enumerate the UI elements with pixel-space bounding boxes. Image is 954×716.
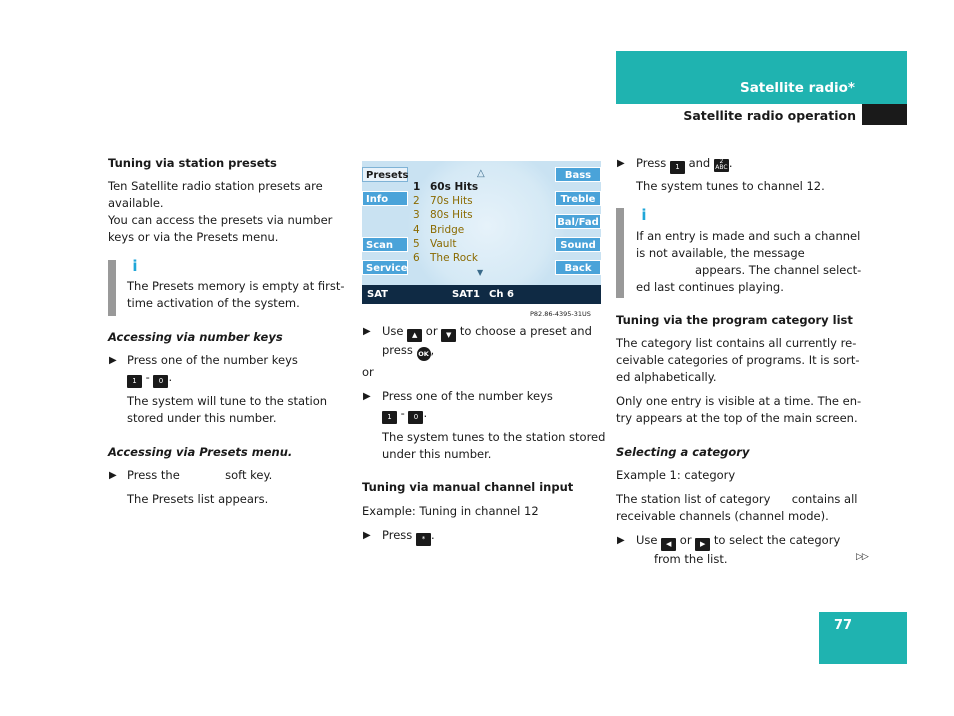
image-caption: P82.86-4395-31US	[530, 310, 591, 318]
text-line: Only one entry is visible at a time. The en-	[616, 394, 862, 408]
text-line: The category list contains all currently re-	[616, 336, 857, 350]
col3-sub: Selecting a category	[616, 445, 750, 459]
col3-para1	[616, 335, 860, 386]
up-key-icon: ▲	[407, 329, 422, 342]
key-0: 0	[153, 375, 168, 388]
status-band: SAT1	[452, 289, 480, 300]
display-status-bar	[362, 285, 601, 304]
bullet-icon: ▶	[109, 470, 117, 481]
softkey-service[interactable]: Service	[362, 260, 408, 275]
softkey-scan[interactable]: Scan	[362, 237, 408, 252]
softkey-info[interactable]: Info	[362, 191, 408, 206]
text-line	[616, 491, 857, 508]
softkey-back[interactable]: Back	[555, 260, 601, 275]
preset-name: The Rock	[430, 252, 478, 264]
right-key-icon: ▶	[695, 538, 710, 551]
key-1: 1	[382, 411, 397, 424]
softkey-bal-fad[interactable]: Bal/Fad	[555, 214, 601, 229]
col2-heading: Tuning via manual channel input	[362, 480, 574, 494]
text: The station list of category	[616, 492, 771, 506]
info-bar	[108, 260, 116, 316]
text-line: is not available, the message	[636, 246, 805, 260]
subsection-marker	[862, 104, 907, 125]
col2-example: Example: Tuning in channel 12	[362, 504, 539, 518]
preset-row[interactable]	[413, 194, 473, 208]
info-bar	[616, 208, 624, 298]
text-line: You can access the presets via number	[108, 213, 333, 227]
text-line	[636, 532, 840, 551]
col1-sub2: Accessing via Presets menu.	[108, 445, 293, 459]
text: to select the category	[713, 533, 841, 547]
text: soft key.	[225, 468, 273, 482]
preset-number: 1	[413, 181, 421, 193]
text-line: keys or via the Presets menu.	[108, 230, 279, 244]
bullet-icon: ▶	[109, 355, 117, 366]
key-digit: 2	[719, 158, 724, 165]
softkey-treble[interactable]: Treble	[555, 191, 601, 206]
preset-number: 3	[413, 209, 420, 221]
text-line	[382, 342, 592, 361]
col2-result	[382, 429, 605, 463]
text-line: time activation of the system.	[127, 296, 300, 310]
bullet-icon: ▶	[617, 535, 625, 546]
down-key-icon: ▼	[441, 329, 456, 342]
col3-heading: Tuning via the program category list	[616, 313, 853, 327]
key-2	[714, 159, 729, 172]
text-line: Ten Satellite radio station presets are	[108, 179, 323, 193]
col2-step-keys	[382, 388, 553, 424]
preset-number: 4	[413, 224, 420, 236]
info-icon: i	[641, 206, 647, 224]
bullet-icon: ▶	[363, 530, 371, 541]
scroll-down-icon: ▼	[477, 268, 484, 277]
text-line: try appears at the top of the main screen.	[616, 411, 858, 425]
preset-row[interactable]	[413, 237, 457, 251]
key-letters: ABC	[715, 164, 728, 171]
text: press	[382, 343, 413, 357]
text: contains all	[791, 492, 858, 506]
col1-step2	[127, 467, 272, 484]
text: or	[425, 324, 438, 338]
page-number-tab	[819, 612, 907, 664]
page-number: 77	[834, 618, 853, 633]
preset-row[interactable]	[413, 180, 478, 194]
scroll-up-icon: △	[477, 168, 485, 179]
text: Press the	[127, 468, 180, 482]
section-tab	[616, 51, 907, 104]
key-range: 1 - 0 .	[382, 405, 553, 424]
col3-result: The system tunes to channel 12.	[636, 179, 825, 193]
key-1: 1	[127, 375, 142, 388]
subsection-title: Satellite radio operation	[683, 108, 856, 123]
preset-row[interactable]	[413, 208, 473, 222]
dash: -	[400, 406, 405, 420]
text: and	[688, 156, 711, 170]
col2-press-star: Press * .	[382, 527, 435, 546]
preset-name: Vault	[430, 238, 457, 250]
text-line: Press one of the number keys	[127, 353, 298, 367]
dash: -	[145, 370, 150, 384]
star-key-icon: *	[416, 533, 431, 546]
col3-para3	[616, 491, 857, 525]
preset-name: 60s Hits	[430, 181, 479, 193]
text-line: from the list.	[654, 552, 728, 566]
col1-sub1: Accessing via number keys	[108, 330, 283, 344]
col3-para2	[616, 393, 861, 427]
key-0: 0	[408, 411, 423, 424]
text: ,	[430, 343, 435, 357]
text-line: ed alphabetically.	[616, 370, 717, 384]
text: or	[679, 533, 692, 547]
preset-name: 70s Hits	[430, 195, 473, 207]
col2-or: or	[362, 365, 374, 379]
col1-step1	[127, 352, 298, 388]
col1-result2: The Presets list appears.	[127, 492, 269, 506]
text-line: The system tunes to the station stored	[382, 430, 606, 444]
text: Press	[382, 528, 413, 542]
status-source: SAT	[367, 289, 388, 300]
text-line: stored under this number.	[127, 411, 277, 425]
col1-result1	[127, 393, 327, 427]
col3-example: Example 1: category	[616, 468, 736, 482]
text-line: receivable channels (channel mode).	[616, 509, 829, 523]
text-line	[382, 323, 592, 342]
text-line: ceivable categories of programs. It is sort-	[616, 353, 860, 367]
preset-name: 80s Hits	[430, 209, 473, 221]
col3-press-keys: Press 1 and 2 ABC.	[636, 155, 733, 174]
key-range: 1 - 0 .	[127, 369, 298, 388]
bullet-icon: ▶	[617, 158, 625, 169]
text: Use	[636, 533, 658, 547]
preset-number: 5	[413, 238, 420, 250]
preset-name: Bridge	[430, 224, 465, 236]
preset-number: 2	[413, 195, 420, 207]
softkey-sound[interactable]: Sound	[555, 237, 601, 252]
col2-step-use	[382, 323, 592, 361]
col1-heading: Tuning via station presets	[108, 156, 277, 170]
preset-row[interactable]	[413, 223, 464, 237]
continue-icon: ▷▷	[856, 552, 868, 562]
col3-info-note	[636, 228, 861, 296]
preset-row[interactable]	[413, 251, 478, 265]
bullet-icon: ▶	[363, 326, 371, 337]
text-line: available.	[108, 196, 164, 210]
left-key-icon: ◀	[661, 538, 676, 551]
preset-number: 6	[413, 252, 420, 264]
softkey-bass[interactable]: Bass	[555, 167, 601, 182]
display-screenshot	[362, 161, 601, 304]
bullet-icon: ▶	[363, 391, 371, 402]
text-line: ed last continues playing.	[636, 280, 784, 294]
text: Press	[636, 156, 667, 170]
text-line: The Presets memory is empty at first-	[127, 279, 345, 293]
text-line: Press one of the number keys	[382, 389, 553, 403]
ok-key-icon: OK	[417, 347, 431, 361]
text: to choose a preset and	[459, 324, 592, 338]
text-line: The system will tune to the station	[127, 394, 328, 408]
key-1: 1	[670, 161, 685, 174]
text-line: appears. The channel select-	[695, 263, 862, 277]
softkey-presets[interactable]: Presets	[362, 167, 408, 182]
col1-info-note	[127, 278, 344, 312]
text: Use	[382, 324, 404, 338]
status-channel: Ch 6	[489, 289, 514, 300]
info-icon: i	[132, 257, 138, 275]
text-line: under this number.	[382, 447, 492, 461]
section-title: Satellite radio*	[739, 80, 855, 96]
text-line: If an entry is made and such a channel	[636, 229, 861, 243]
col1-intro	[108, 178, 332, 246]
col3-step-use	[636, 532, 840, 568]
